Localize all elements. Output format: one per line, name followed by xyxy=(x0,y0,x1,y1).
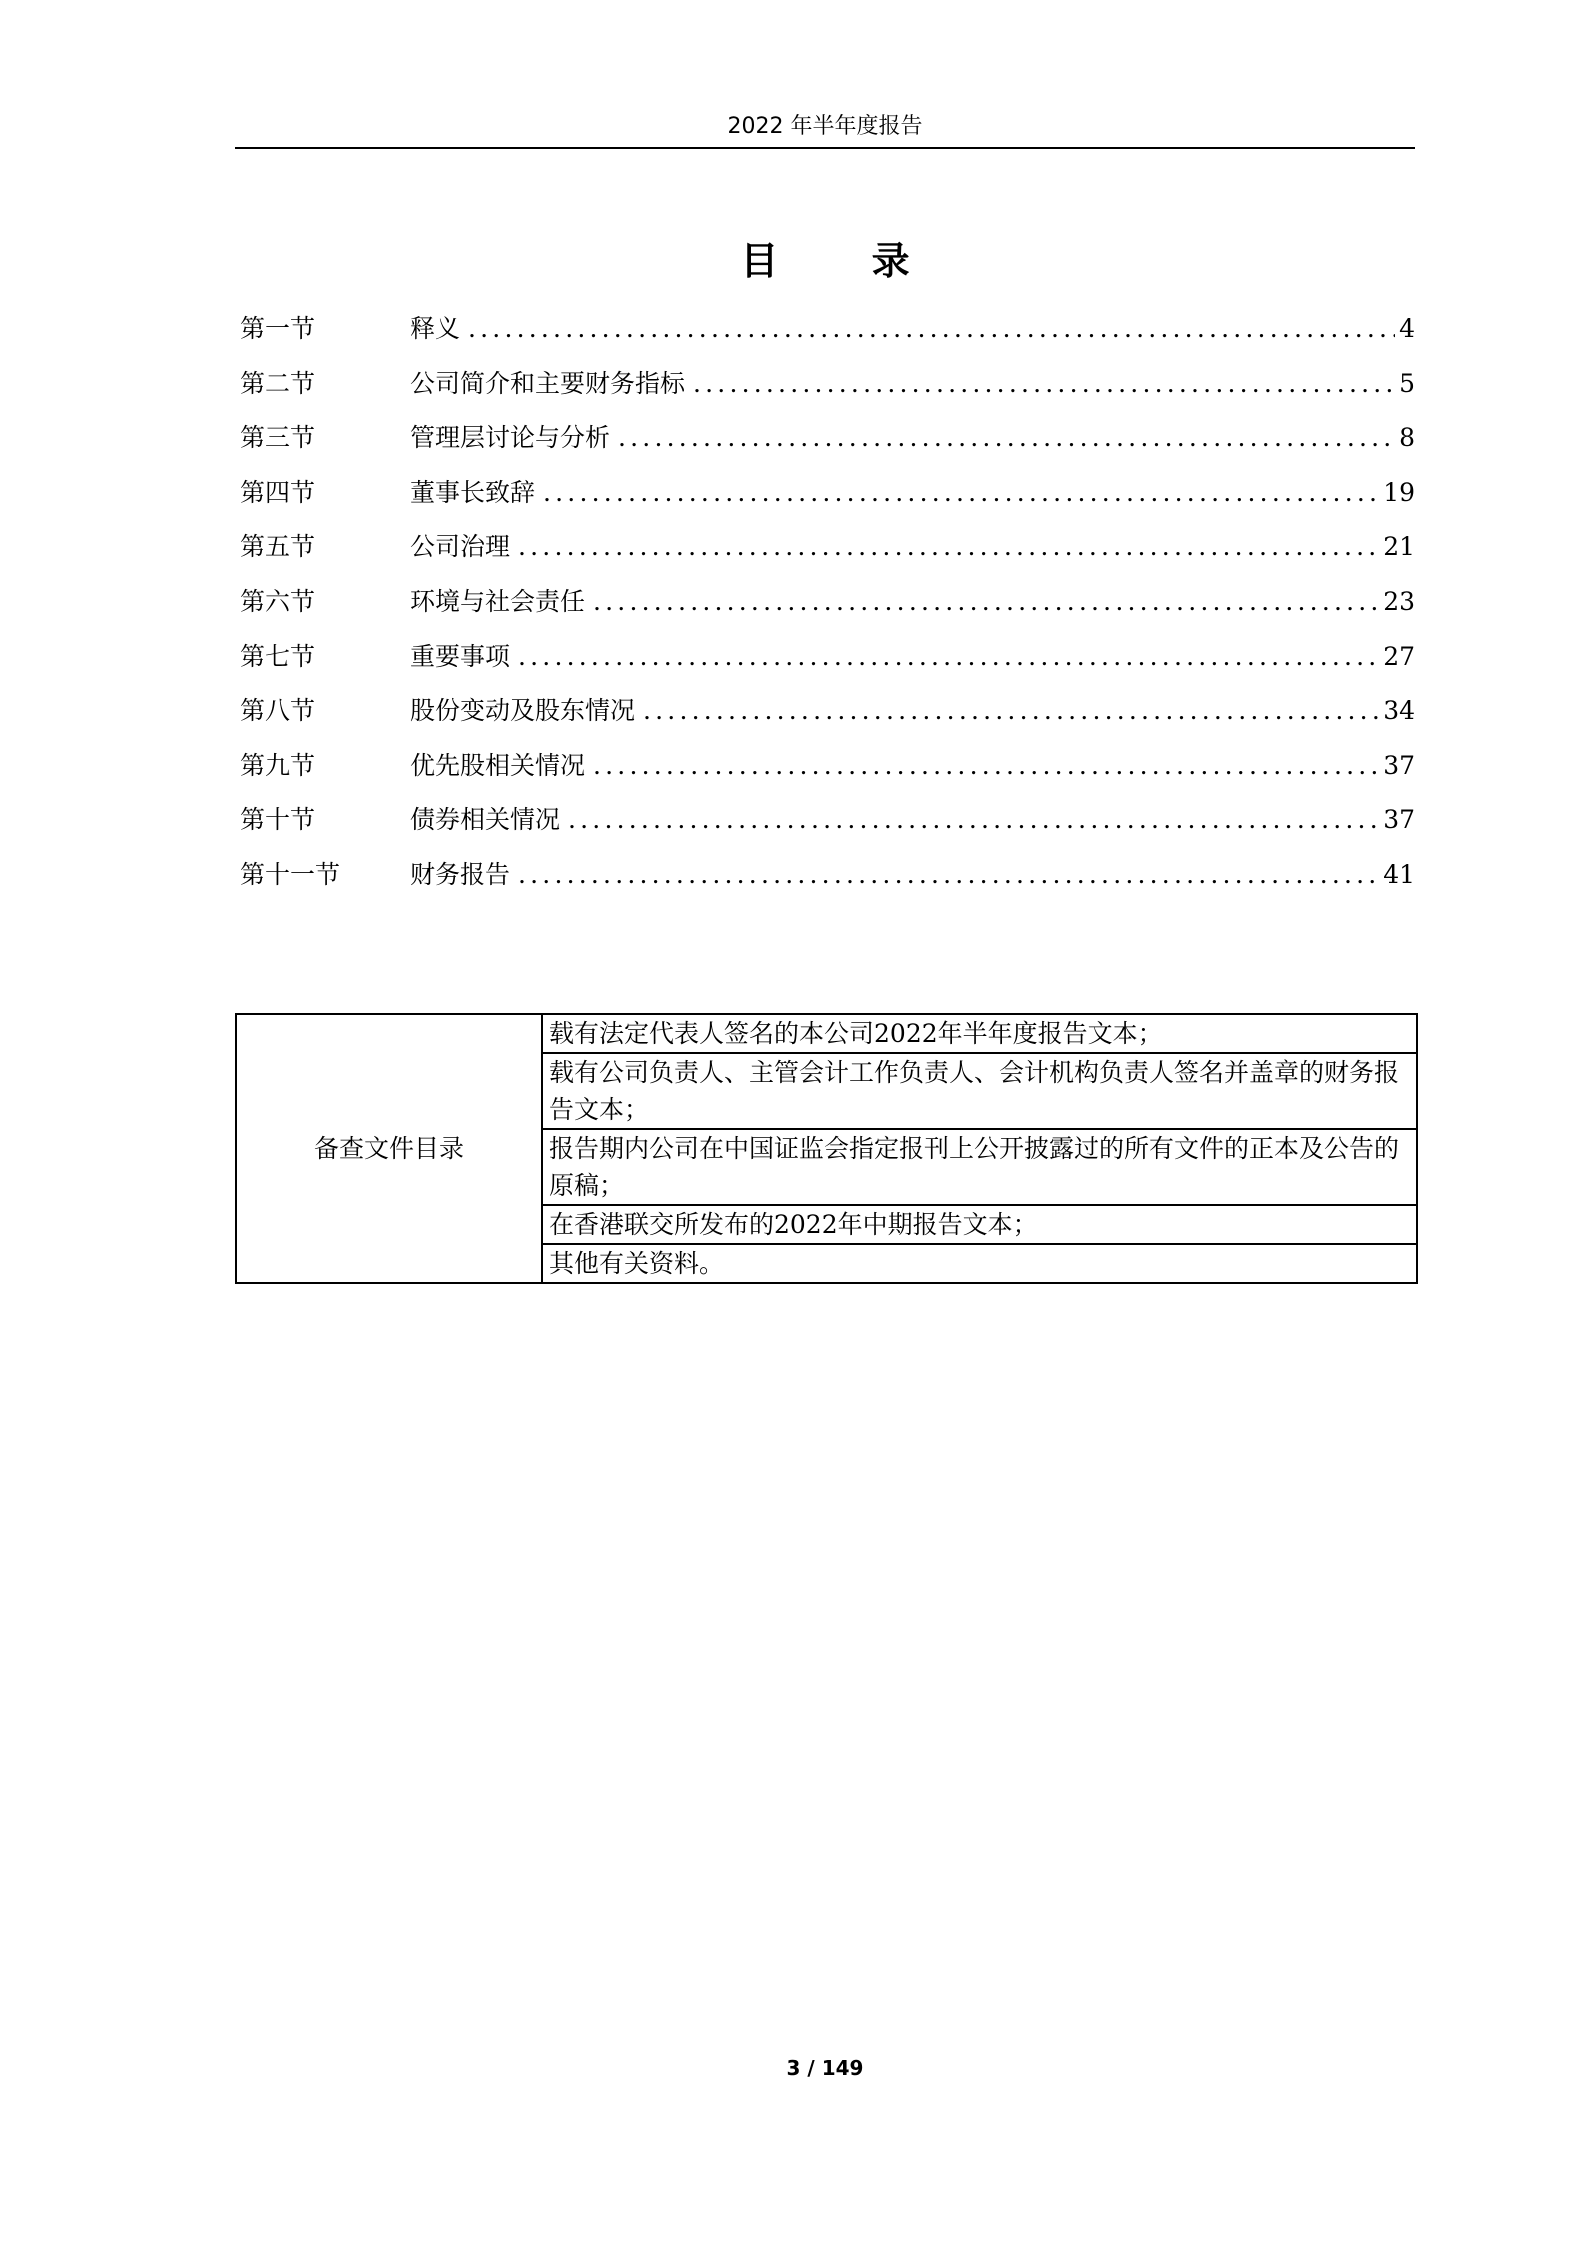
toc-section-title: 公司简介和主要财务指标 xyxy=(410,368,686,398)
toc-leader-dots xyxy=(643,691,1379,731)
toc-entry[interactable] xyxy=(240,855,1415,910)
toc-page-number: 5 xyxy=(1399,368,1415,398)
toc-entry[interactable] xyxy=(240,691,1415,746)
reference-documents-table xyxy=(235,1013,1418,1284)
toc-section-title: 环境与社会责任 xyxy=(410,586,586,616)
toc-section-title: 债券相关情况 xyxy=(410,805,561,835)
toc-leader-dots xyxy=(518,527,1379,567)
toc-page-number: 4 xyxy=(1399,314,1415,343)
reference-document-item: 载有法定代表人签名的本公司2022年半年度报告文本； xyxy=(542,1014,1417,1053)
toc-section-number: 第一节 xyxy=(240,314,316,343)
toc-section-number: 第五节 xyxy=(240,532,316,562)
toc-page-number: 37 xyxy=(1383,750,1415,780)
reference-document-item: 其他有关资料。 xyxy=(542,1244,1417,1283)
toc-page-number: 19 xyxy=(1383,477,1415,507)
toc-section-number: 第十一节 xyxy=(240,859,341,889)
toc-entry[interactable] xyxy=(240,418,1415,473)
toc-section-title: 财务报告 xyxy=(410,859,511,889)
toc-section-number: 第十节 xyxy=(240,805,316,835)
toc-entry[interactable] xyxy=(240,746,1415,801)
toc-entry[interactable] xyxy=(240,473,1415,528)
running-header: 2022 年半年度报告 xyxy=(727,114,923,139)
toc-entry[interactable] xyxy=(240,800,1415,855)
toc-leader-dots xyxy=(543,473,1379,513)
toc-section-title: 优先股相关情况 xyxy=(410,750,586,780)
reference-document-item: 在香港联交所发布的2022年中期报告文本； xyxy=(542,1205,1417,1244)
toc-section-title: 释义 xyxy=(410,314,461,343)
toc-section-number: 第七节 xyxy=(240,641,316,671)
toc-leader-dots xyxy=(693,364,1395,404)
toc-section-number: 第六节 xyxy=(240,586,316,616)
toc-page-number: 23 xyxy=(1383,586,1415,616)
toc-section-number: 第四节 xyxy=(240,477,316,507)
toc-section-title: 管理层讨论与分析 xyxy=(410,423,611,453)
toc-section-number: 第九节 xyxy=(240,750,316,780)
toc-page-number: 34 xyxy=(1383,696,1415,726)
toc-leader-dots xyxy=(468,309,1395,349)
toc-section-number: 第三节 xyxy=(240,423,316,453)
toc-page-number: 27 xyxy=(1383,641,1415,671)
header-divider xyxy=(235,147,1415,149)
toc-section-title: 股份变动及股东情况 xyxy=(410,696,636,726)
toc-entry[interactable] xyxy=(240,582,1415,637)
reference-documents-label: 备查文件目录 xyxy=(236,1014,542,1283)
toc-leader-dots xyxy=(568,800,1379,840)
toc-section-number: 第八节 xyxy=(240,696,316,726)
toc-page-number: 37 xyxy=(1383,805,1415,835)
reference-document-item: 载有公司负责人、主管会计工作负责人、会计机构负责人签名并盖章的财务报告文本； xyxy=(542,1053,1417,1129)
reference-document-item: 报告期内公司在中国证监会指定报刊上公开披露过的所有文件的正本及公告的原稿； xyxy=(542,1129,1417,1205)
toc-page-number: 41 xyxy=(1383,859,1415,889)
toc-leader-dots xyxy=(618,418,1395,458)
table-row xyxy=(236,1014,1417,1053)
toc-entry[interactable] xyxy=(240,364,1415,419)
table-of-contents xyxy=(240,309,1415,910)
toc-title: 目 录 xyxy=(740,239,950,283)
toc-leader-dots xyxy=(518,637,1379,677)
toc-page-number: 21 xyxy=(1383,532,1415,562)
page-indicator: 3 / 149 xyxy=(786,2056,864,2080)
toc-section-title: 公司治理 xyxy=(410,532,511,562)
toc-section-title: 重要事项 xyxy=(410,641,511,671)
toc-leader-dots xyxy=(593,746,1379,786)
toc-section-title: 董事长致辞 xyxy=(410,477,536,507)
toc-leader-dots xyxy=(593,582,1379,622)
toc-entry[interactable] xyxy=(240,527,1415,582)
toc-entry[interactable] xyxy=(240,309,1415,364)
toc-section-number: 第二节 xyxy=(240,368,316,398)
toc-leader-dots xyxy=(518,855,1379,895)
toc-page-number: 8 xyxy=(1399,423,1415,453)
toc-entry[interactable] xyxy=(240,637,1415,692)
